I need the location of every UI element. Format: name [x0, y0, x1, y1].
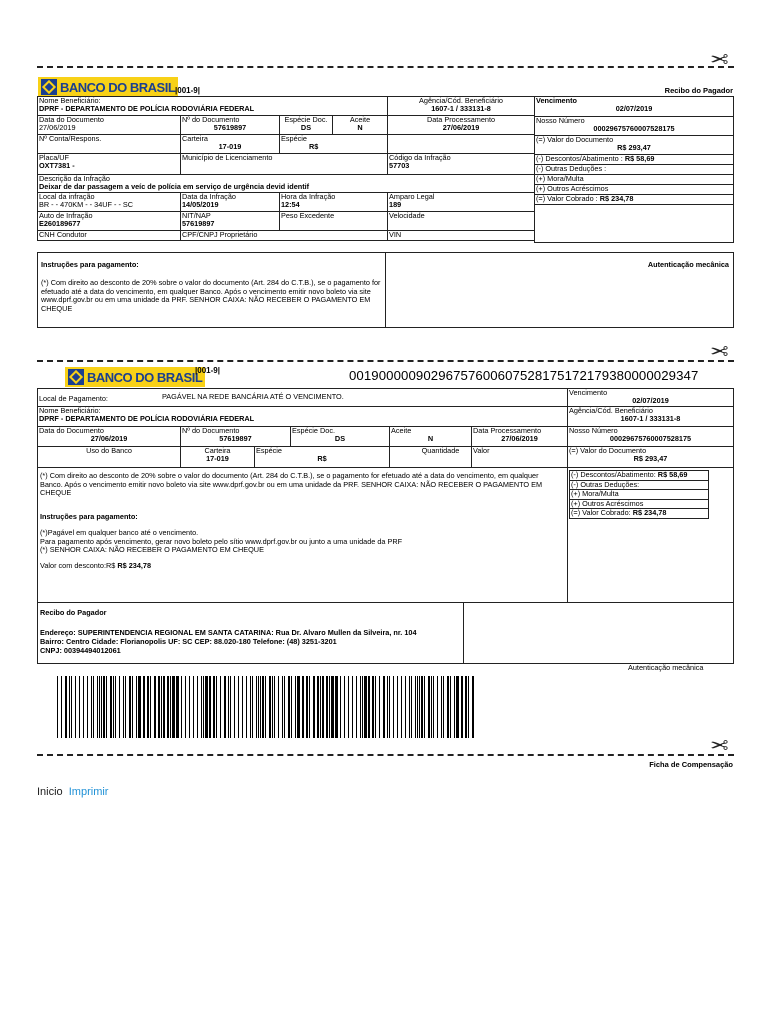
ficha-table [37, 388, 568, 603]
data-infracao-label: Data da Infração [182, 192, 236, 201]
ficha-data-processamento-value: 27/06/2019 [501, 434, 538, 443]
data-documento-value: 27/06/2019 [39, 123, 76, 132]
carteira-value: 17-019 [218, 142, 242, 151]
cut-line-bottom [37, 754, 734, 756]
cut-line-middle [37, 360, 734, 362]
aceite-value: N [357, 123, 363, 132]
ficha-instrucoes-title: Instruções para pagamento: [40, 511, 138, 521]
descricao-label: Descrição da Infração [39, 174, 110, 183]
hora-infracao-value: 12:54 [281, 200, 300, 209]
cpf-label: CPF/CNPJ Proprietário [182, 230, 258, 239]
ficha-outros-acrescimos: (+) Outros Acréscimos [570, 500, 708, 510]
recibo-label: Recibo do Pagador [664, 86, 733, 95]
bank-name: BANCO DO BRASIL [87, 369, 203, 385]
ficha-recibo-title: Recibo do Pagador [40, 608, 107, 617]
nit-value: 57619897 [182, 219, 215, 228]
especie-doc-label: Espécie Doc. [284, 115, 328, 124]
ficha-valor-documento-label: (=) Valor do Documento [569, 446, 647, 455]
uso-banco-label: Uso do Banco [86, 446, 132, 455]
beneficiario-value: DPRF - DEPARTAMENTO DE POLÍCIA RODOVIÁRIA FEDERAL [39, 104, 255, 113]
amparo-value: 189 [389, 200, 402, 209]
ficha-mora: (+) Mora/Multa [570, 490, 708, 500]
instrucao-2: Para pagamento após vencimento, gerar novo boleto pelo sítio www.dprf.gov.br ou junto a uma unidade da PRF [40, 536, 403, 546]
outros-acrescimos-label: (+) Outros Acréscimos [536, 184, 609, 193]
especie-doc-value: DS [300, 123, 312, 132]
ficha-valor-cobrado-label: (=) Valor Cobrado: [571, 508, 631, 517]
ficha-autenticacao: Autenticação mecânica [628, 663, 704, 672]
data-processamento-value: 27/06/2019 [442, 123, 480, 132]
cut-line-top [37, 66, 734, 68]
recibo-instrucoes-text: (*) Com direito ao desconto de 20% sobre o valor do documento (Art. 284 do C.T.B.), se o pagamento for efetuado até a data do vencimento, em qualquer Banco. Após o vencimento emitir novo boleto via site www.dprf.gov.br ou em uma unidade da PRF. SENHOR CAIXA: NÃO RECEBER O PAGAMENTO EM CHEQUE [41, 278, 381, 313]
beneficiario-label: Nome Beneficiário: [39, 96, 101, 105]
descontos-label: (-) Descontos/Abatimento : [536, 154, 623, 163]
ficha-nosso-numero-value: 00029675760007528175 [609, 434, 692, 443]
ficha-descontos-label: (-) Descontos/Abatimento: [571, 470, 656, 479]
codigo-infracao-value: 57703 [389, 161, 410, 170]
local-pagamento-value: PAGÁVEL NA REDE BANCÁRIA ATÉ O VENCIMENTO. [161, 392, 344, 401]
vencimento-value: 02/07/2019 [615, 104, 653, 113]
bank-logo-icon [68, 369, 84, 385]
quantidade-label: Quantidade [421, 446, 460, 455]
valor-documento-value: R$ 293,47 [617, 143, 651, 152]
mora-label: (+) Mora/Multa [536, 174, 584, 183]
data-processamento-label: Data Processamento [426, 115, 496, 124]
recibo-autenticacao: Autenticação mecânica [647, 260, 729, 269]
ficha-vencimento-label: Vencimento [569, 388, 608, 397]
recibo-autenticacao-box [385, 252, 734, 328]
scissors-icon: ✂ [710, 48, 729, 73]
ficha-outras-deducoes: (-) Outras Deduções: [570, 481, 708, 491]
ficha-data-documento-value: 27/06/2019 [90, 434, 128, 443]
ficha-especie-doc-value: DS [334, 434, 346, 443]
ficha-compensacao-label: Ficha de Compensação [649, 760, 733, 769]
ficha-aceite-value: N [427, 434, 434, 443]
bank-name: BANCO DO BRASIL [60, 79, 176, 95]
descricao-value: Deixar de dar passagem a veíc de polícia em serviço de urgência devid identif [39, 182, 310, 191]
hora-infracao-label: Hora da Infração [281, 192, 336, 201]
ficha-nosso-numero-label: Nosso Número [569, 426, 618, 435]
ficha-data-documento-label: Data do Documento [39, 426, 104, 435]
ficha-valor-documento-value: R$ 293,47 [633, 454, 668, 463]
ficha-blank-box [463, 602, 734, 664]
bank-code: |001-9| [175, 86, 200, 95]
nosso-numero-value: 00029675760007528175 [593, 124, 675, 133]
local-infracao-label: Local da infração [39, 192, 95, 201]
vencimento-label: Vencimento [536, 96, 577, 105]
ficha-valor-cobrado-value: R$ 234,78 [632, 508, 667, 517]
recibo-table [37, 96, 535, 241]
nit-label: NIT/NAP [182, 211, 211, 220]
especie-label: Espécie [281, 134, 307, 143]
ficha-agencia-value: 1607-1 / 333131-8 [620, 414, 681, 423]
valor-label: Valor [473, 446, 490, 455]
valor-cobrado-value: R$ 234,78 [599, 194, 634, 203]
inicio-link[interactable]: Inicio [37, 786, 63, 798]
data-documento-label: Data do Documento [39, 115, 104, 124]
ficha-carteira-label: Carteira [204, 446, 231, 455]
cnpj: CNPJ: 00394494012061 [40, 646, 121, 655]
codigo-infracao-label: Código da Infração [389, 153, 451, 162]
velocidade-label: Velocidade [389, 211, 425, 220]
valor-desconto-value: R$ 234,78 [117, 560, 152, 570]
recibo-right-table [534, 96, 734, 243]
ficha-data-processamento-label: Data Processamento [473, 426, 542, 435]
amparo-label: Amparo Legal [389, 192, 435, 201]
scissors-icon: ✂ [710, 734, 729, 759]
ficha-num-documento-label: Nº do Documento [182, 426, 240, 435]
cnh-label: CNH Condutor [39, 230, 87, 239]
ficha-agencia-label: Agência/Cód. Beneficiário [569, 406, 653, 415]
especie-value: R$ [309, 142, 319, 151]
scissors-icon: ✂ [710, 340, 729, 365]
linha-digitavel: 00190000090296757600607528175172179380000029347 [349, 368, 699, 383]
ficha-especie-label: Espécie [256, 446, 282, 455]
ficha-num-documento-value: 57619897 [219, 434, 252, 443]
ficha-descontos-value: R$ 58,69 [657, 470, 688, 479]
ficha-carteira-value: 17-019 [206, 454, 229, 463]
bank-logo [65, 367, 205, 387]
auto-label: Auto de Infração [39, 211, 93, 220]
auto-value: E260189677 [39, 219, 81, 228]
num-documento-label: Nº do Documento [182, 115, 240, 124]
valor-desconto-label: Valor com desconto:R$ [40, 560, 116, 570]
agencia-label: Agência/Cód. Beneficiário [419, 96, 503, 105]
ficha-beneficiario-value: DPRF - DEPARTAMENTO DE POLÍCIA RODOVIÁRIA FEDERAL [39, 414, 255, 423]
instrucao-3: (*) SENHOR CAIXA: NÃO RECEBER O PAGAMENTO EM CHEQUE [40, 545, 264, 554]
agencia-value: 1607-1 / 333131-8 [431, 104, 491, 113]
ficha-especie-value: R$ [317, 454, 327, 463]
recibo-instrucoes-title: Instruções para pagamento: [41, 260, 139, 269]
ficha-especie-doc-label: Espécie Doc. [292, 426, 335, 435]
barcode [57, 676, 477, 738]
ficha-recibo-box [37, 602, 464, 664]
aviso-desconto: (*) Com direito ao desconto de 20% sobre o valor do documento (Art. 284 do C.T.B.), se o pagamento for efetuado até a data do vencimento, em qualquer Banco. Após o vencimento emitir novo boleto via site www.dprf.gov.br ou em uma unidade da PRF. SENHOR CAIXA: NÃO RECEBER O PAGAMENTO EM CHEQUE [40, 471, 543, 497]
aceite-label: Aceite [349, 115, 371, 124]
num-documento-value: 57619897 [213, 123, 247, 132]
bank-logo [38, 77, 178, 97]
placa-label: Placa/UF [39, 153, 70, 162]
bank-logo-icon [41, 79, 57, 95]
municipio-label: Município de Licenciamento [182, 153, 273, 162]
ficha-aceite-label: Aceite [391, 426, 412, 435]
ficha-right-table [567, 388, 734, 603]
valor-cobrado-label: (=) Valor Cobrado : [536, 194, 598, 203]
nosso-numero-label: Nosso Número [536, 116, 585, 125]
endereco: Endereço: SUPERINTENDENCIA REGIONAL EM SANTA CATARINA: Rua Dr. Alvaro Mullen da Silveira, nr. 104 [40, 628, 417, 637]
placa-value: OXT7381 - [39, 161, 75, 170]
imprimir-link[interactable]: Imprimir [68, 786, 109, 798]
instrucao-1: (*)Pagável em qualquer banco até o vencimento. [40, 528, 199, 537]
nav-links [37, 786, 108, 798]
local-pagamento-label: Local de Pagamento: [39, 394, 108, 404]
peso-label: Peso Excedente [281, 211, 335, 220]
bairro: Bairro: Centro Cidade: Florianopolis UF: SC CEP: 88.020-180 Telefone: (48) 3251-3201 [40, 637, 337, 646]
ficha-beneficiario-label: Nome Beneficiário: [39, 406, 101, 415]
ficha-vencimento-value: 02/07/2019 [632, 396, 669, 405]
vin-label: VIN [389, 230, 402, 239]
conta-label: Nº Conta/Respons. [39, 134, 102, 143]
bank-code: |001-9| [195, 366, 220, 375]
descontos-value: R$ 58,69 [624, 154, 655, 163]
recibo-instrucoes-box [37, 252, 386, 328]
valor-documento-label: (=) Valor do Documento [536, 135, 614, 144]
local-infracao-value: BR - - 470KM - - 34UF - - SC [39, 200, 134, 209]
outras-deducoes-label: (-) Outras Deduções : [536, 164, 607, 173]
carteira-label: Carteira [182, 134, 208, 143]
data-infracao-value: 14/05/2019 [182, 200, 219, 209]
